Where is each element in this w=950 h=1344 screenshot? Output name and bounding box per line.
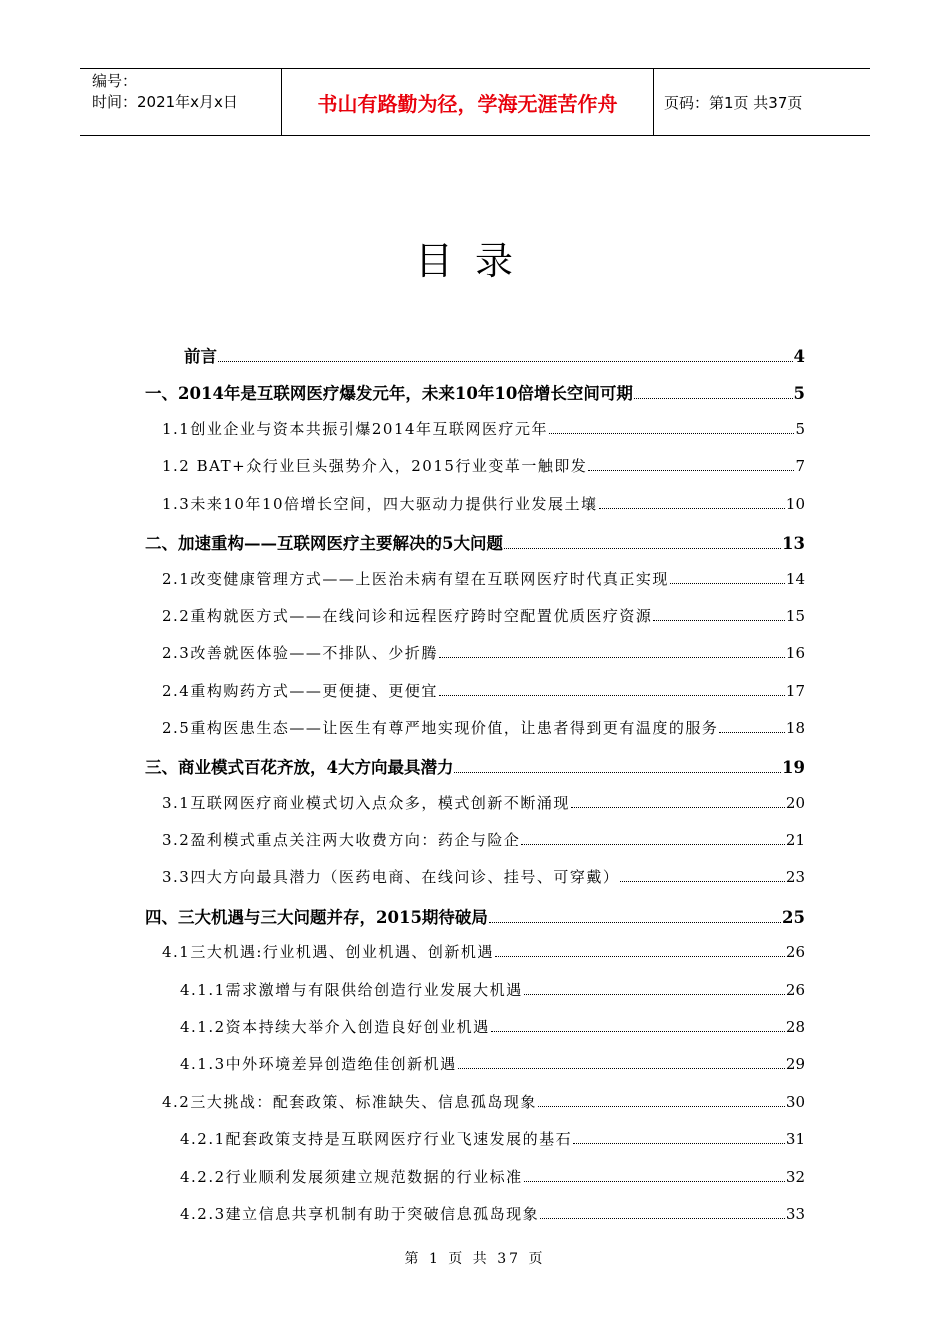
toc-entry-title: 4.2三大挑战：配套政策、标准缺失、信息孤岛现象: [162, 1093, 537, 1111]
page-header: [80, 68, 870, 136]
toc-entry[interactable]: [162, 568, 805, 589]
toc-entry-title: 1.1创业企业与资本共振引爆2014年互联网医疗元年: [162, 420, 549, 438]
header-meta: [80, 69, 281, 135]
toc-page-number: 5: [795, 420, 805, 438]
toc-entry[interactable]: [162, 455, 805, 476]
toc-entry[interactable]: [180, 979, 805, 1000]
toc-entry[interactable]: [180, 1053, 805, 1074]
toc-dot-leader: [634, 397, 793, 399]
toc-entry-title: 3.3四大方向最具潜力（医药电商、在线问诊、挂号、可穿戴）: [162, 868, 620, 886]
toc-entry[interactable]: [162, 418, 805, 439]
toc-entry-title: 4.1.2资本持续大举介入创造良好创业机遇: [180, 1018, 490, 1036]
toc-dot-leader: [670, 582, 785, 584]
toc-dot-leader: [439, 694, 785, 696]
toc-page-number: 26: [785, 943, 805, 961]
toc-entry[interactable]: [162, 792, 805, 813]
toc-entry-title: 2.5重构医患生态——让医生有尊严地实现价值，让患者得到更有温度的服务: [162, 719, 719, 737]
toc-page-number: 23: [785, 868, 805, 886]
header-motto: 书山有路勤为径，学海无涯苦作舟: [281, 69, 654, 135]
toc-entry-title: 1.2 BAT+众行业巨头强势介入，2015行业变革一触即发: [162, 457, 588, 475]
page-title: 目录: [414, 239, 535, 283]
toc-page-number: 26: [785, 981, 805, 999]
toc-entry-title: 4.2.2行业顺利发展须建立规范数据的行业标准: [180, 1168, 523, 1186]
toc-dot-leader: [458, 1067, 785, 1069]
toc-dot-leader: [573, 1142, 785, 1144]
header-page-info: 页码：第1页 共37页: [664, 93, 803, 112]
toc-page-number: 7: [795, 457, 805, 475]
toc-page-number: 21: [785, 831, 805, 849]
toc-entry[interactable]: [184, 343, 805, 367]
toc-page-number: 13: [782, 534, 805, 553]
toc-dot-leader: [620, 880, 785, 882]
toc-dot-leader: [504, 547, 781, 549]
toc-entry[interactable]: [180, 1128, 805, 1149]
toc-dot-leader: [549, 432, 794, 434]
toc-entry-title: 2.4重构购药方式——更便捷、更便宜: [162, 682, 438, 700]
toc-entry-title: 一、2014年是互联网医疗爆发元年，未来10年10倍增长空间可期: [145, 384, 633, 403]
toc-page-number: 30: [785, 1093, 805, 1111]
toc-entry-title: 2.1改变健康管理方式——上医治未病有望在互联网医疗时代真正实现: [162, 570, 669, 588]
toc-entry[interactable]: [145, 530, 805, 554]
toc-page-number: 15: [785, 607, 805, 625]
toc-entry-title: 前言: [184, 347, 217, 366]
toc-page-number: 19: [782, 758, 805, 777]
toc-page-number: 25: [782, 908, 805, 927]
toc-dot-leader: [521, 843, 785, 845]
toc-entry[interactable]: [162, 829, 805, 850]
toc-entry-title: 4.2.1配套政策支持是互联网医疗行业飞速发展的基石: [180, 1130, 573, 1148]
toc-page-number: 10: [785, 495, 805, 513]
toc-entry[interactable]: [162, 1091, 805, 1112]
toc-entry[interactable]: [180, 1016, 805, 1037]
toc-entry[interactable]: [145, 904, 805, 928]
toc-page-number: 5: [793, 384, 805, 403]
toc-entry[interactable]: [162, 642, 805, 663]
toc-entry[interactable]: [180, 1203, 805, 1224]
toc-page-number: 28: [785, 1018, 805, 1036]
toc-dot-leader: [495, 955, 785, 957]
toc-dot-leader: [599, 507, 785, 509]
toc-entry-title: 3.2盈利模式重点关注两大收费方向：药企与险企: [162, 831, 521, 849]
toc-dot-leader: [489, 921, 781, 923]
toc-entry[interactable]: [145, 380, 805, 404]
toc-page-number: 18: [785, 719, 805, 737]
toc-entry-title: 4.1三大机遇:行业机遇、创业机遇、创新机遇: [162, 943, 494, 961]
toc-dot-leader: [439, 656, 785, 658]
toc-entry[interactable]: [162, 717, 805, 738]
page-footer: 第 1 页 共 37 页: [404, 1251, 546, 1267]
toc-entry-title: 4.1.1需求激增与有限供给创造行业发展大机遇: [180, 981, 523, 999]
toc-dot-leader: [524, 993, 785, 995]
toc-page-number: 4: [793, 347, 805, 366]
toc-dot-leader: [454, 771, 781, 773]
header-number: 编号：: [92, 72, 138, 90]
toc-dot-leader: [218, 360, 793, 362]
toc-dot-leader: [653, 619, 785, 621]
toc-page-number: 31: [785, 1130, 805, 1148]
toc-page-number: 32: [785, 1168, 805, 1186]
toc-page-number: 29: [785, 1055, 805, 1073]
toc-dot-leader: [540, 1217, 785, 1219]
toc-entry[interactable]: [162, 493, 805, 514]
toc-page-number: 33: [785, 1205, 805, 1223]
toc-entry[interactable]: [145, 754, 805, 778]
toc-dot-leader: [571, 806, 785, 808]
toc-entry-title: 三、商业模式百花齐放，4大方向最具潜力: [145, 758, 454, 777]
toc-page-number: 16: [785, 644, 805, 662]
toc-entry[interactable]: [162, 605, 805, 626]
toc-dot-leader: [491, 1030, 785, 1032]
toc-dot-leader: [524, 1180, 785, 1182]
toc-entry-title: 2.2重构就医方式——在线问诊和远程医疗跨时空配置优质医疗资源: [162, 607, 653, 625]
toc-entry-title: 2.3改善就医体验——不排队、少折腾: [162, 644, 438, 662]
toc-entry-title: 四、三大机遇与三大问题并存，2015期待破局: [145, 908, 488, 927]
toc-entry-title: 二、加速重构——互联网医疗主要解决的5大问题: [145, 534, 503, 553]
toc-dot-leader: [538, 1105, 785, 1107]
toc-entry[interactable]: [162, 866, 805, 887]
toc-dot-leader: [588, 469, 794, 471]
toc-page-number: 20: [785, 794, 805, 812]
toc-entry-title: 4.1.3中外环境差异创造绝佳创新机遇: [180, 1055, 457, 1073]
toc-page-number: 14: [785, 570, 805, 588]
toc-entry[interactable]: [162, 680, 805, 701]
header-date: 时间：2021年x月x日: [92, 93, 238, 111]
toc-entry-title: 3.1互联网医疗商业模式切入点众多，模式创新不断涌现: [162, 794, 570, 812]
toc-entry[interactable]: [162, 941, 805, 962]
toc-entry-title: 1.3未来10年10倍增长空间，四大驱动力提供行业发展土壤: [162, 495, 598, 513]
toc-dot-leader: [719, 731, 785, 733]
toc-entry-title: 4.2.3建立信息共享机制有助于突破信息孤岛现象: [180, 1205, 540, 1223]
toc-page-number: 17: [785, 682, 805, 700]
toc-entry[interactable]: [180, 1166, 805, 1187]
